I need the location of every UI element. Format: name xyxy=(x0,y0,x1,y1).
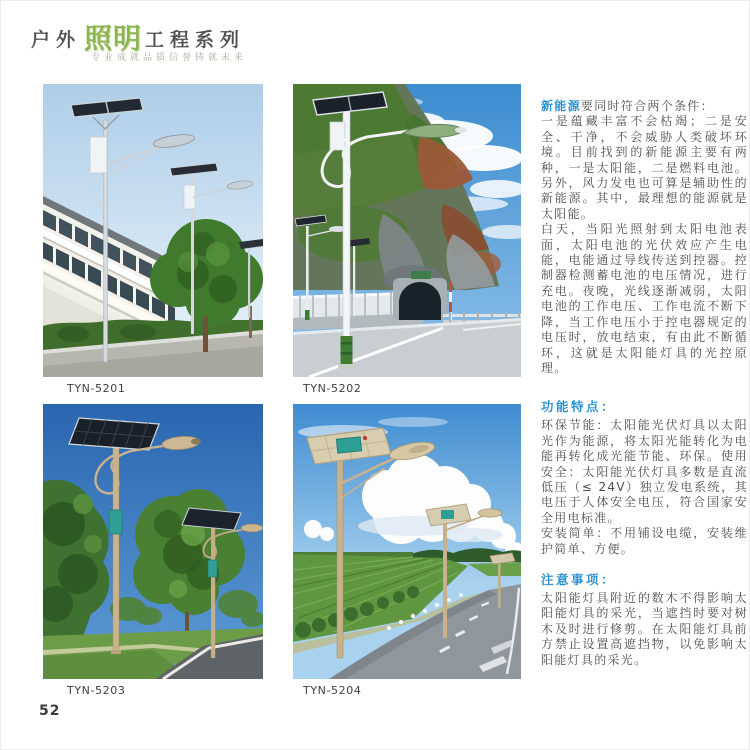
title-suffix: 工程系列 xyxy=(145,29,246,51)
product-figure-tyn-5202 xyxy=(293,84,521,395)
paragraph: 安装简单：不用铺设电缆，安装维护简单、方便。 xyxy=(541,526,748,556)
photo-tyn-5201-illustration xyxy=(43,84,263,377)
section-features xyxy=(541,399,748,557)
section-heading-inline: 新能源 xyxy=(541,99,581,113)
paragraph: 白天，当阳光照射到太阳电池表面，太阳电池的光伏效应产生电能，电能通过导线传送到控器。控制器检测蓄电池的电压情况，进行充电。夜晚，光线逐渐减弱，太阳电池的工作电压、工作电流不断下降，当工作电压小于控电器规定的电压时，放电结束，有由此不断循环，这就是太阳能灯具的光控原理。 xyxy=(541,222,748,375)
section-lead-text: 要同时符合两个条件： xyxy=(580,99,714,113)
product-code: TYN-5202 xyxy=(303,382,362,395)
photo-tyn-5204-illustration xyxy=(293,404,521,679)
product-figure-tyn-5204 xyxy=(293,404,521,697)
product-photo-tyn-5203 xyxy=(43,404,263,679)
product-photo-tyn-5201 xyxy=(43,84,263,377)
product-photo-tyn-5204 xyxy=(293,404,521,679)
description-column xyxy=(541,99,748,668)
product-code: TYN-5201 xyxy=(67,382,126,395)
product-figure-tyn-5203 xyxy=(43,404,263,697)
paragraph: 一是蕴藏丰富不会枯竭；二是安全、干净，不会威胁人类破坏环境。目前找到的新能源主要有两种，一是太阳能，二是燃料电池。另外，风力发电也可算是辅助性的新能源。其中，最理想的能源就是太阳能。 xyxy=(541,114,748,221)
section-heading: 注意事项： xyxy=(541,571,617,587)
product-code: TYN-5203 xyxy=(67,684,126,697)
photo-tyn-5203-illustration xyxy=(43,404,263,679)
section-lead-line xyxy=(541,99,748,114)
product-figure-tyn-5201 xyxy=(43,84,263,395)
section-heading: 功能特点： xyxy=(541,399,617,415)
paragraph: 太阳能灯具附近的数木不得影响太阳能灯具的采光，当遮挡时要对树木及时进行修剪。在太阳能灯具前方禁止设置高遮挡物，以免影响太阳能灯具的采光。 xyxy=(541,590,748,667)
page-number: 52 xyxy=(39,703,61,719)
product-code: TYN-5204 xyxy=(303,684,362,697)
photo-tyn-5202-illustration xyxy=(293,84,521,377)
title-prefix: 户外 xyxy=(31,29,82,51)
paragraph: 环保节能：太阳能光伏灯具以太阳光作为能源，将太阳光能转化为电能再转化成光能节能、环保。使用安全：太阳能光伏灯具多数是直流低压（≤ 24V）独立发电系统，其电压于人体安全电压，符合国家安全用电标准。 xyxy=(541,418,748,525)
product-photo-tyn-5202 xyxy=(293,84,521,377)
section-notes xyxy=(541,572,748,668)
title-highlight: 照明 xyxy=(84,22,143,55)
section-new-energy xyxy=(541,99,748,376)
tagline: 专业成就品质信誉铸就未来 xyxy=(91,53,248,63)
